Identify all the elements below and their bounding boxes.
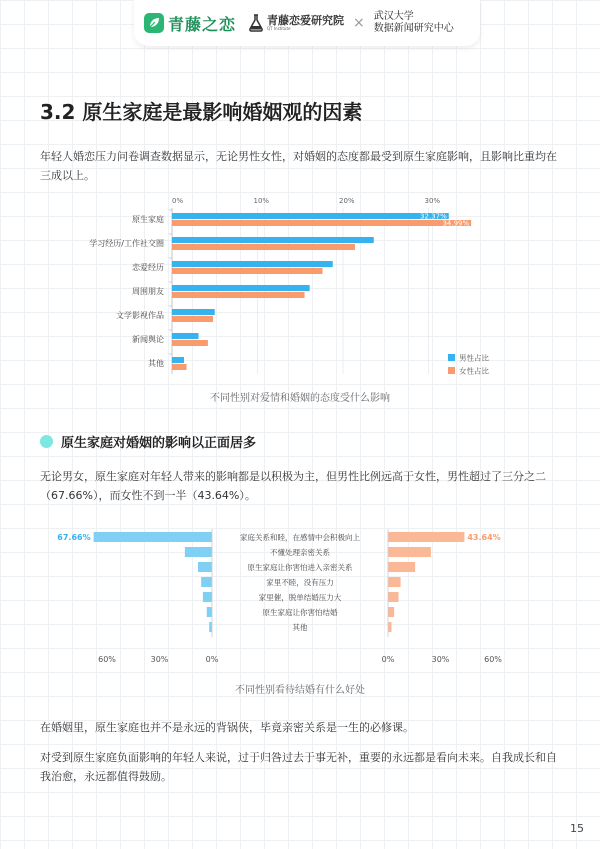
closing-paragraph-1: 在婚姻里，原生家庭也并不是永远的背锅侠，毕竟亲密关系是一生的必修课。 bbox=[40, 721, 414, 734]
bar-value-label: 34.99% bbox=[442, 219, 470, 228]
legend-swatch bbox=[448, 354, 455, 361]
category-label: 周围朋友 bbox=[132, 287, 164, 296]
bar-female bbox=[388, 547, 431, 557]
x-tick-label: 60% bbox=[98, 655, 116, 664]
bar-female bbox=[172, 268, 322, 274]
institute-block bbox=[267, 15, 344, 31]
section-paragraph: 无论男女，原生家庭对年轻人带来的影响都是以积极为主，但男性比例远高于女性，男性超过了三分之二（67.66%），而女性不到一半（43.64%）。 bbox=[40, 470, 546, 502]
bar-female bbox=[388, 622, 392, 632]
bar-female bbox=[172, 340, 208, 346]
x-tick-label: 30% bbox=[150, 655, 169, 664]
partner-block bbox=[374, 11, 454, 35]
legend-label: 男性占比 bbox=[459, 353, 489, 363]
bar-female bbox=[388, 607, 394, 617]
bar-female bbox=[388, 562, 415, 572]
x-tick-label: 0% bbox=[205, 655, 219, 664]
category-label: 家里不睦，没有压力 bbox=[266, 578, 334, 587]
category-label: 恋爱经历 bbox=[132, 263, 164, 272]
legend-swatch bbox=[448, 367, 455, 374]
category-label: 原生家庭让你害怕进入亲密关系 bbox=[247, 563, 353, 572]
bar-male bbox=[172, 213, 449, 219]
bar-male bbox=[185, 547, 212, 557]
category-label: 不懂处理亲密关系 bbox=[270, 548, 330, 557]
bar-female bbox=[172, 292, 305, 298]
bar-female bbox=[388, 577, 401, 587]
section-title: 原生家庭对婚姻的影响以正面居多 bbox=[61, 436, 257, 451]
category-label: 学习经历/工作社交圈 bbox=[89, 239, 164, 248]
x-tick-label: 20% bbox=[339, 197, 355, 205]
bar-male bbox=[203, 592, 212, 602]
legend-label: 女性占比 bbox=[459, 366, 489, 376]
x-tick-label: 60% bbox=[484, 655, 502, 664]
bar-male bbox=[172, 261, 333, 267]
x-tick-label: 0% bbox=[172, 197, 184, 205]
category-label: 家里催，脱单结婚压力大 bbox=[258, 593, 342, 602]
bar-value-label: 32.37% bbox=[420, 212, 447, 221]
marriage-benefit-chart bbox=[40, 525, 560, 670]
bar-female bbox=[172, 364, 187, 370]
bar-female bbox=[172, 316, 213, 322]
header-bar bbox=[134, 0, 480, 46]
bar-female bbox=[388, 532, 464, 542]
bar-female bbox=[388, 592, 399, 602]
flask-icon bbox=[248, 14, 264, 32]
bar-male bbox=[209, 622, 212, 632]
x-tick-label: 30% bbox=[431, 655, 450, 664]
section-heading bbox=[40, 432, 256, 451]
bar-male bbox=[207, 607, 212, 617]
category-label: 文学影视作品 bbox=[116, 311, 164, 320]
brand-name: 青藤之恋 bbox=[168, 14, 237, 34]
page-number: 15 bbox=[570, 822, 584, 835]
bar-male bbox=[172, 333, 199, 339]
category-label: 原生家庭让你害怕结婚 bbox=[262, 608, 338, 617]
bar-male bbox=[172, 237, 374, 243]
category-label: 新闻舆论 bbox=[132, 335, 164, 344]
partner-line2: 数据新闻研究中心 bbox=[373, 23, 454, 34]
partner-line1: 武汉大学 bbox=[373, 11, 414, 22]
category-label: 其他 bbox=[148, 359, 164, 368]
bar-male bbox=[172, 285, 310, 291]
x-tick-label: 0% bbox=[381, 655, 395, 664]
page-title: 3.2 原生家庭是最影响婚姻观的因素 bbox=[40, 100, 363, 124]
bar-female bbox=[172, 244, 355, 250]
category-label: 其他 bbox=[292, 623, 308, 632]
bar-male bbox=[201, 577, 212, 587]
chart2-caption: 不同性别看待结婚有什么好处 bbox=[235, 685, 365, 696]
leaf-logo-icon bbox=[144, 13, 164, 33]
bar-value-label: 67.66% bbox=[57, 533, 91, 542]
category-label: 家庭关系和睦，在感情中会积极向上 bbox=[240, 533, 360, 542]
bar-male bbox=[172, 357, 184, 363]
intro-paragraph: 年轻人婚恋压力问卷调查数据显示，无论男性女性，对婚姻的态度都最受到原生家庭影响，且影响比重均在三成以上。 bbox=[40, 150, 557, 182]
bullet-dot-icon bbox=[40, 435, 53, 448]
influence-bar-chart bbox=[40, 192, 560, 384]
institute-name: 青藤恋爱研究院 bbox=[267, 14, 345, 27]
chart1-caption: 不同性别对爱情和婚姻的态度受什么影响 bbox=[210, 393, 390, 404]
x-tick-label: 30% bbox=[424, 197, 441, 205]
bar-male bbox=[172, 309, 215, 315]
bar-value-label: 43.64% bbox=[467, 533, 501, 542]
bar-male bbox=[198, 562, 212, 572]
times-icon: × bbox=[353, 15, 365, 31]
institute-subtitle: QT Institute bbox=[267, 26, 291, 31]
category-label: 原生家庭 bbox=[132, 215, 164, 224]
bar-male bbox=[94, 532, 212, 542]
bar-female bbox=[172, 220, 471, 226]
x-tick-label: 10% bbox=[253, 197, 270, 205]
closing-paragraph-2: 对受到原生家庭负面影响的年轻人来说，过于归咎过去于事无补，重要的永远都是看向未来。自我成长和自我治愈，永远都值得鼓励。 bbox=[40, 751, 557, 783]
